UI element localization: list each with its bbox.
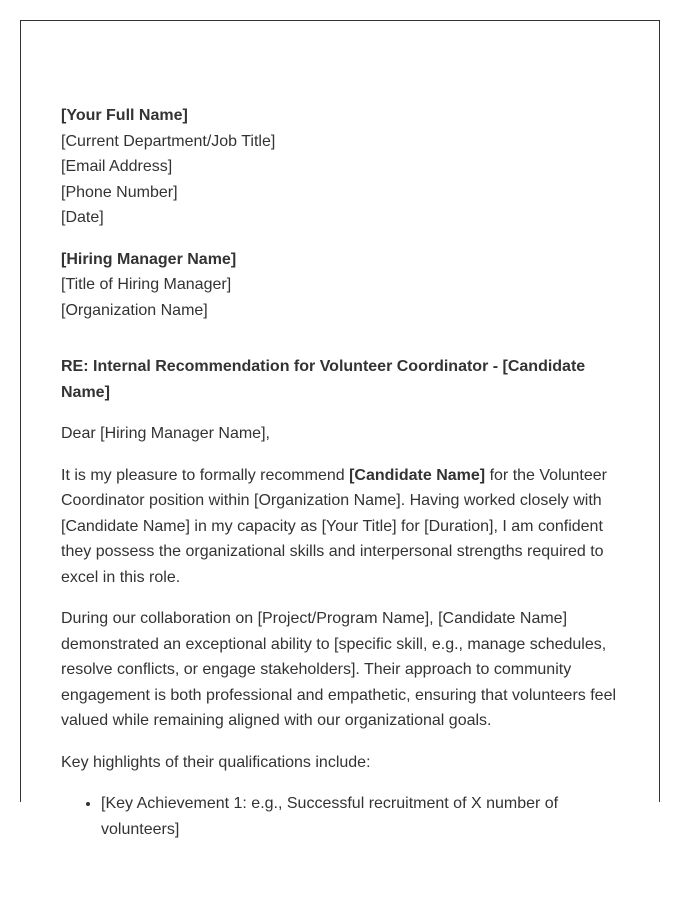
candidate-name-emphasis: [Candidate Name] [349, 466, 486, 484]
letter-page [20, 20, 660, 838]
subject-line: RE: Internal Recommendation for Volunteer Coordinator - [Candidate Name] [61, 358, 586, 401]
paragraph-1-text-end: for the Volunteer Coordinator position within [Organization Name]. Having worked closely with [Candidate Name] in my capacity as [Your Title] for [Duration], I am confident they possess the organizational skills and interpersonal strengths required to excel in this role. [61, 466, 607, 586]
highlights-intro: Key highlights of their qualifications include: [61, 753, 371, 771]
sender-phone: [Phone Number] [61, 183, 178, 201]
recipient-block [61, 247, 626, 324]
body-paragraph-2: During our collaboration on [Project/Program Name], [Candidate Name] demonstrated an exceptional ability to [specific skill, e.g., manage schedules, resolve conflicts, or engage stakeholders]. Their approach to community engagement is both professional and empathetic, ensuring that volunteers feel valued while remaining aligned with our organizational goals. [61, 610, 617, 729]
salutation: Dear [Hiring Manager Name], [61, 425, 270, 442]
recipient-organization: [Organization Name] [61, 301, 208, 319]
sender-block [61, 103, 626, 231]
recipient-name: [Hiring Manager Name] [61, 250, 237, 268]
recipient-title: [Title of Hiring Manager] [61, 276, 232, 293]
paragraph-1-text-start: It is my pleasure to formally recommend [61, 466, 350, 484]
list-item: • [Key Achievement 1: e.g., Successful recruitment of X number of volunteers] [101, 791, 626, 842]
letter-content [61, 103, 626, 842]
sender-name: [Your Full Name] [61, 107, 188, 124]
sender-email: [Email Address] [61, 158, 173, 175]
letter-date: [Date] [61, 209, 104, 226]
sender-department: [Current Department/Job Title] [61, 132, 276, 150]
highlights-list [61, 791, 626, 842]
body-paragraph-1 [61, 463, 626, 591]
